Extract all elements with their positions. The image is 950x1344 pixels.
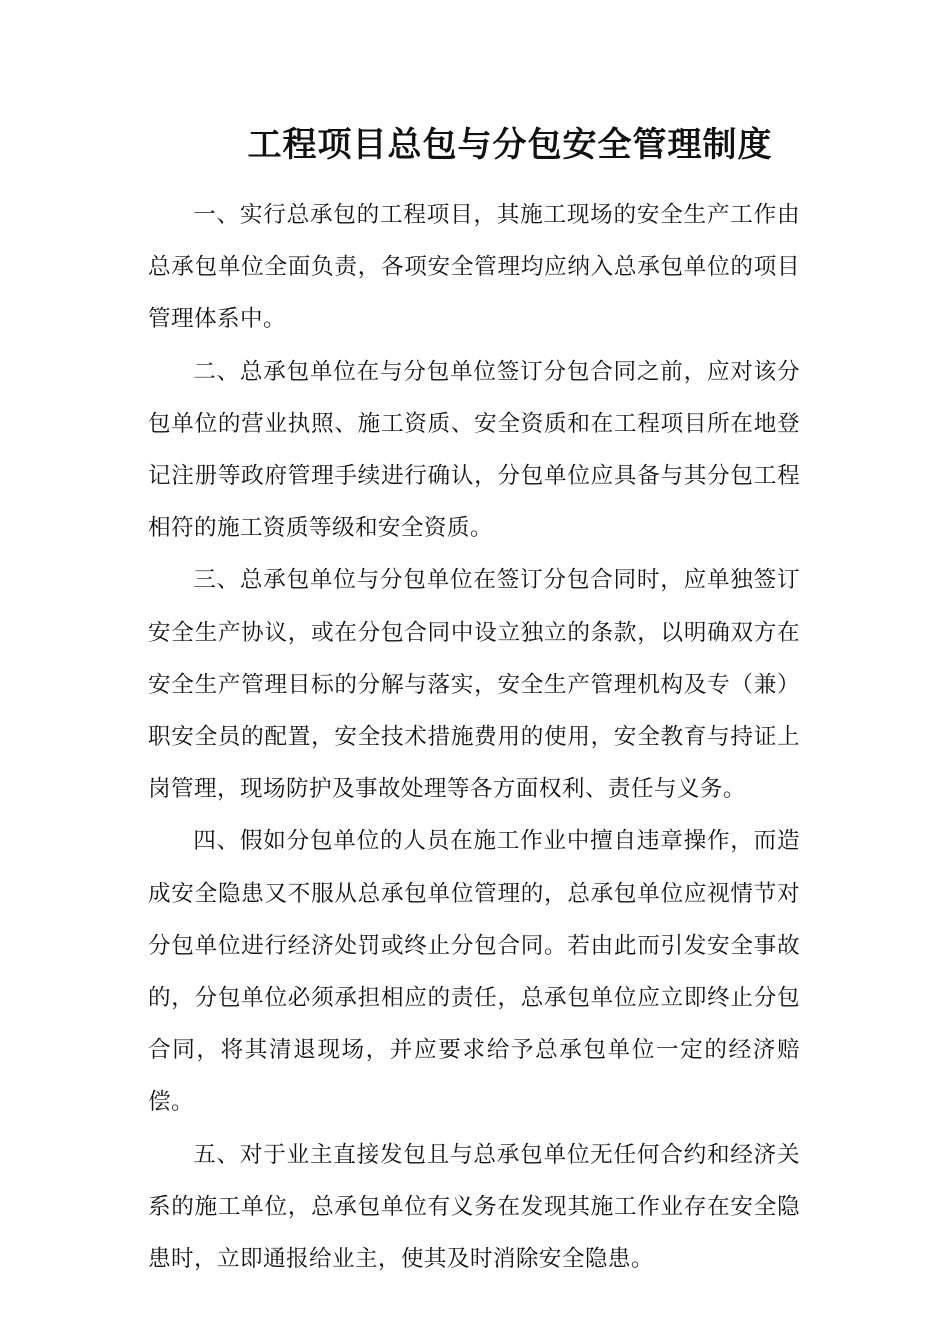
paragraph-4: 四、假如分包单位的人员在施工作业中擅自违章操作，而造成安全隐患又不服从总承包单位管理的，总承包单位应视情节对分包单位进行经济处罚或终止分包合同。若由此而引发安全事故的，分包单位必须承担相应的责任，总承包单位应立即终止分包合同，将其清退现场，并应要求给予总承包单位一定的经济赔偿。 <box>148 828 800 1116</box>
paragraph-3: 三、总承包单位与分包单位在签订分包合同时，应单独签订安全生产协议，或在分包合同中设立独立的条款，以明确双方在安全生产管理目标的分解与落实，安全生产管理机构及专（兼）职安全员的配置，安全技术措施费用的使用，安全教育与持证上岗管理，现场防护及事故处理等各方面权利、责任与义务。 <box>148 567 800 803</box>
paragraph-5: 五、对于业主直接发包且与总承包单位无任何合约和经济关系的施工单位，总承包单位有义务在发现其施工作业存在安全隐患时，立即通报给业主，使其及时消除安全隐患。 <box>148 1141 800 1273</box>
paragraph-2: 二、总承包单位在与分包单位签订分包合同之前，应对该分包单位的营业执照、施工资质、安全资质和在工程项目所在地登记注册等政府管理手续进行确认，分包单位应具备与其分包工程相符的施工资质等级和安全资质。 <box>148 358 800 542</box>
paragraph-1: 一、实行总承包的工程项目，其施工现场的安全生产工作由总承包单位全面负责，各项安全管理均应纳入总承包单位的项目管理体系中。 <box>148 202 800 333</box>
document-body <box>148 189 800 1285</box>
document-title: 工程项目总包与分包安全管理制度 <box>247 125 773 165</box>
